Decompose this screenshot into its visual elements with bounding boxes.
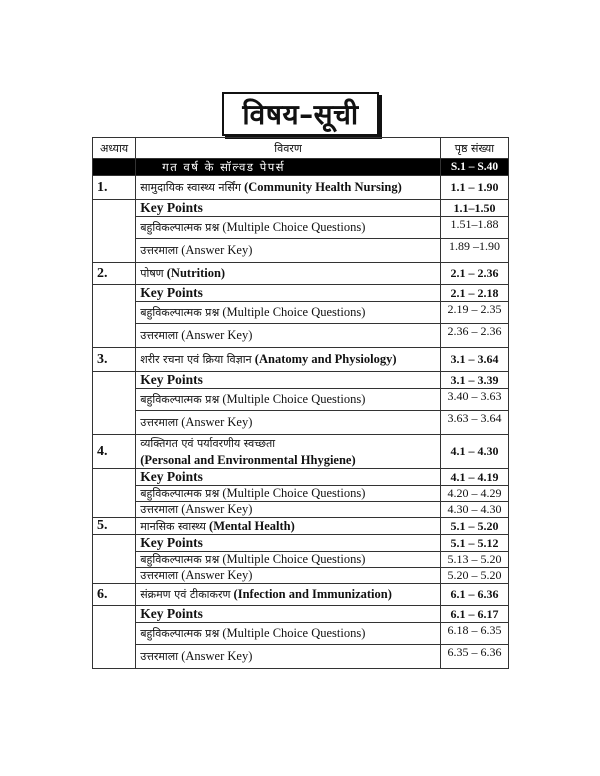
answer-key-row xyxy=(93,324,509,348)
answer-key-label: उत्तरमाला (Answer Key) xyxy=(136,324,441,348)
chapter-pages: 1.1 – 1.90 xyxy=(440,176,508,200)
mcq-row xyxy=(93,486,509,502)
mcq-label: बहुविकल्पात्मक प्रश्न (Multiple Choice Questions) xyxy=(136,552,441,568)
solved-papers-row xyxy=(93,159,509,176)
mcq-pages: 5.13 – 5.20 xyxy=(440,552,508,568)
mcq-label: बहुविकल्पात्मक प्रश्न (Multiple Choice Questions) xyxy=(136,623,441,645)
chapter-number: 2. xyxy=(93,263,136,285)
chapter-number: 5. xyxy=(93,518,136,535)
key-points-row xyxy=(93,200,509,217)
mcq-row xyxy=(93,217,509,239)
key-points-pages: 1.1–1.50 xyxy=(440,200,508,217)
chapter-title: पोषण (Nutrition) xyxy=(136,263,441,285)
chapter-row xyxy=(93,518,509,535)
answer-key-pages: 2.36 – 2.36 xyxy=(440,324,508,348)
chapter-pages: 3.1 – 3.64 xyxy=(440,348,508,372)
chapter-row xyxy=(93,348,509,372)
key-points-label: Key Points xyxy=(136,535,441,552)
chapter-number: 1. xyxy=(93,176,136,200)
header-chapter: अध्याय xyxy=(93,138,136,159)
key-points-label: Key Points xyxy=(136,372,441,389)
answer-key-label: उत्तरमाला (Answer Key) xyxy=(136,645,441,669)
answer-key-pages: 4.30 – 4.30 xyxy=(440,502,508,518)
table-header-row xyxy=(93,138,509,159)
chapter-title: मानसिक स्वास्थ्य (Mental Health) xyxy=(136,518,441,535)
answer-key-label: उत्तरमाला (Answer Key) xyxy=(136,568,441,584)
key-points-label: Key Points xyxy=(136,606,441,623)
answer-key-label: उत्तरमाला (Answer Key) xyxy=(136,239,441,263)
answer-key-pages: 1.89 –1.90 xyxy=(440,239,508,263)
key-points-row xyxy=(93,535,509,552)
key-points-row xyxy=(93,285,509,302)
answer-key-pages: 5.20 – 5.20 xyxy=(440,568,508,584)
answer-key-row xyxy=(93,568,509,584)
solved-papers-label: गत वर्ष के सॉल्वड पेपर्स xyxy=(136,159,441,176)
mcq-row xyxy=(93,552,509,568)
key-points-row xyxy=(93,469,509,486)
solved-papers-pages: S.1 – S.40 xyxy=(440,159,508,176)
key-points-row xyxy=(93,606,509,623)
key-points-pages: 2.1 – 2.18 xyxy=(440,285,508,302)
chapter-pages: 5.1 – 5.20 xyxy=(440,518,508,535)
chapter-row xyxy=(93,176,509,200)
mcq-pages: 1.51–1.88 xyxy=(440,217,508,239)
page-title: विषय–सूची xyxy=(242,98,359,131)
mcq-pages: 6.18 – 6.35 xyxy=(440,623,508,645)
key-points-label: Key Points xyxy=(136,285,441,302)
mcq-label: बहुविकल्पात्मक प्रश्न (Multiple Choice Questions) xyxy=(136,217,441,239)
key-points-pages: 6.1 – 6.17 xyxy=(440,606,508,623)
chapter-pages: 6.1 – 6.36 xyxy=(440,584,508,606)
chapter-pages: 2.1 – 2.36 xyxy=(440,263,508,285)
key-points-row xyxy=(93,372,509,389)
chapter-number: 6. xyxy=(93,584,136,606)
page-title-box xyxy=(222,92,379,136)
chapter-pages: 4.1 – 4.30 xyxy=(440,435,508,469)
chapter-number: 3. xyxy=(93,348,136,372)
chapter-title: सामुदायिक स्वास्थ्य नर्सिंग (Community Health Nursing) xyxy=(136,176,441,200)
header-description: विवरण xyxy=(136,138,441,159)
chapter-title: व्यक्तिगत एवं पर्यावरणीय स्वच्छता (Personal and Environmental Hhygiene) xyxy=(136,435,441,469)
answer-key-pages: 6.35 – 6.36 xyxy=(440,645,508,669)
chapter-row xyxy=(93,263,509,285)
key-points-pages: 5.1 – 5.12 xyxy=(440,535,508,552)
contents-table xyxy=(92,137,509,669)
chapter-title: संक्रमण एवं टीकाकरण (Infection and Immunization) xyxy=(136,584,441,606)
answer-key-row xyxy=(93,502,509,518)
chapter-row xyxy=(93,584,509,606)
answer-key-label: उत्तरमाला (Answer Key) xyxy=(136,411,441,435)
chapter-number: 4. xyxy=(93,435,136,469)
key-points-pages: 4.1 – 4.19 xyxy=(440,469,508,486)
key-points-label: Key Points xyxy=(136,469,441,486)
mcq-pages: 2.19 – 2.35 xyxy=(440,302,508,324)
key-points-pages: 3.1 – 3.39 xyxy=(440,372,508,389)
mcq-label: बहुविकल्पात्मक प्रश्न (Multiple Choice Questions) xyxy=(136,486,441,502)
mcq-label: बहुविकल्पात्मक प्रश्न (Multiple Choice Questions) xyxy=(136,302,441,324)
chapter-title: शरीर रचना एवं क्रिया विज्ञान (Anatomy and Physiology) xyxy=(136,348,441,372)
answer-key-pages: 3.63 – 3.64 xyxy=(440,411,508,435)
answer-key-row xyxy=(93,411,509,435)
mcq-row xyxy=(93,389,509,411)
answer-key-row xyxy=(93,239,509,263)
answer-key-label: उत्तरमाला (Answer Key) xyxy=(136,502,441,518)
mcq-row xyxy=(93,302,509,324)
answer-key-row xyxy=(93,645,509,669)
key-points-label: Key Points xyxy=(136,200,441,217)
chapter-row xyxy=(93,435,509,469)
mcq-label: बहुविकल्पात्मक प्रश्न (Multiple Choice Questions) xyxy=(136,389,441,411)
mcq-row xyxy=(93,623,509,645)
header-page: पृष्ठ संख्या xyxy=(440,138,508,159)
mcq-pages: 3.40 – 3.63 xyxy=(440,389,508,411)
mcq-pages: 4.20 – 4.29 xyxy=(440,486,508,502)
